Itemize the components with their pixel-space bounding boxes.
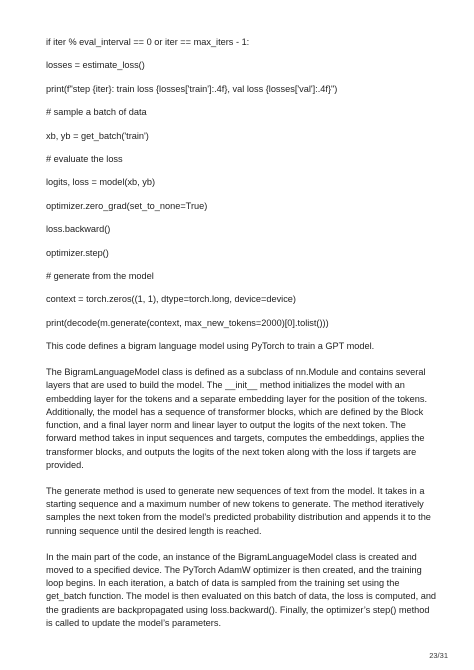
- code-line: xb, yb = get_batch('train'): [46, 130, 149, 141]
- code-line: loss.backward(): [46, 224, 111, 235]
- document-page: [46, 36, 438, 643]
- code-line: losses = estimate_loss(): [46, 60, 145, 71]
- main-code-paragraph: In the main part of the code, an instance of the BigramLanguageModel class is created and moved to a specified device. The PyTorch AdamW optimizer is then created, and the training loop begins. In each iteration, a batch of data is sampled from the training set using the get_batch function. The model is then evaluated on this batch of data, the loss is computed, and the gradients are backpropagated using loss.backward(). Finally, the optimizer’s step() method is called to update the model’s parameters.: [46, 551, 437, 628]
- code-block: [46, 36, 438, 329]
- model-class-paragraph: The BigramLanguageModel class is defined as a subclass of nn.Module and contains several layers that are used to build the model. The __init__ method initializes the model with an embedding layer for the tokens and a separate embedding layer for the position of the tokens. Additionally, the model has a sequence of transformer blocks, which are defined by the Block function, and a final layer norm and linear layer to output the logits of the next token. The forward method takes in input sequences and targets, computes the embeddings, applies the transformer blocks, and outputs the logits of the next token along with the loss if targets are provided.: [46, 367, 428, 470]
- code-line: logits, loss = model(xb, yb): [46, 177, 156, 188]
- generate-method-paragraph: The generate method is used to generate new sequences of text from the model. It takes in a starting sequence and a maximum number of new tokens to generate. The method iteratively samples the next token from the model’s predicted probability distribution and appends it to the running sequence until the desired length is reached.: [46, 485, 431, 536]
- code-line: # evaluate the loss: [46, 153, 123, 164]
- summary-paragraph: This code defines a bigram language model using PyTorch to train a GPT model.: [46, 341, 375, 352]
- code-line: context = torch.zeros((1, 1), dtype=torch.long, device=device): [46, 294, 296, 305]
- code-line: print(decode(m.generate(context, max_new_tokens=2000)[0].tolist())): [46, 317, 329, 328]
- code-line: # sample a batch of data: [46, 107, 147, 118]
- code-line: # generate from the model: [46, 270, 154, 281]
- code-line: optimizer.zero_grad(set_to_none=True): [46, 200, 208, 211]
- code-line: optimizer.step(): [46, 247, 109, 258]
- page-number: 23/31: [429, 651, 448, 660]
- code-line: print(f"step {iter}: train loss {losses['train']:.4f}, val loss {losses['val']:.4f}"): [46, 83, 338, 94]
- code-line: if iter % eval_interval == 0 or iter == max_iters - 1:: [46, 37, 250, 47]
